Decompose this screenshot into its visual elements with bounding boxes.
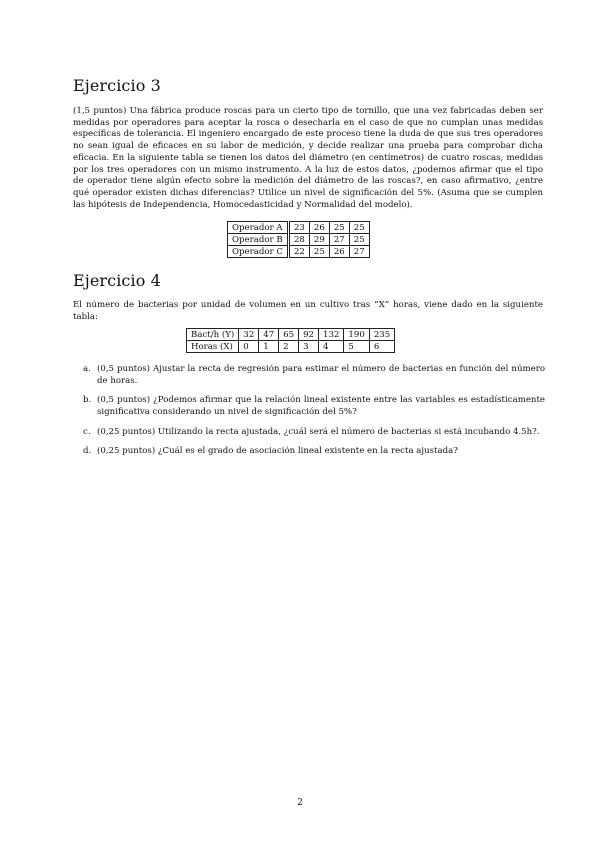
table-cell: 25 [349,222,369,234]
table-cell: 47 [259,329,279,341]
table-cell: 28 [288,234,309,246]
table-cell: 25 [349,234,369,246]
row-label: Operador A [228,222,289,234]
table-cell: 4 [319,341,344,353]
table-cell: 22 [288,246,309,258]
row-label: Horas (X) [187,341,239,353]
exercise-3-title: Ejercicio 3 [73,76,161,95]
table-cell: 3 [299,341,319,353]
exercise-3-statement: (1,5 puntos) Una fábrica produce roscas para un cierto tipo de tornillo, que una vez fabricadas deben ser medidas por operadores para aceptar la rosca o desecharla en el caso de que no cumplan unas medidas específicas de tolerancia. El ingeniero encargado de este proceso tiene la duda de que sus tres operadores no sean igual de eficaces en su labor de medición, y decide realizar una prueba para comprobar dicha eficacia. En la siguiente tabla se tienen los datos del diámetro (en centímetros) de cuatro roscas, medidas por los tres operadores con un mismo instrumento. A la luz de estos datos, ¿podemos afirmar que el tipo de operador tiene algún efecto sobre la medición del diámetro de las roscas?, en caso afirmativo, ¿entre qué operador existen dichas diferencias? Utilice un nivel de significación del 5%. (Asuma que se cumplen las hipótesis de Independencia, Homocedasticidad y Normalidad del modelo). [73,106,543,210]
table-cell: 6 [369,341,394,353]
list-item [83,364,545,387]
table-cell: 0 [239,341,259,353]
table-cell: 65 [279,329,299,341]
item-marker: a. [83,364,91,374]
exercise-4-intro: El número de bacterias por unidad de volumen en un cultivo tras “X” horas, viene dado en la siguiente tabla: [73,300,543,322]
page-number: 2 [297,798,303,808]
table-cell: 26 [329,246,349,258]
item-text: (0,5 puntos) ¿Podemos afirmar que la relación lineal existente entre las variables es estadísticamente significativa considerando un nivel de significación del 5%? [97,395,545,417]
table-cell: 25 [309,246,329,258]
table-cell: 32 [239,329,259,341]
list-item [83,427,545,439]
table-cell: 29 [309,234,329,246]
table-cell: 5 [344,341,369,353]
operator-measurements-table [227,221,370,258]
table-row [187,329,395,341]
table-row [228,234,370,246]
table-row [228,246,370,258]
table-cell: 27 [349,246,369,258]
table-row [228,222,370,234]
table-cell: 27 [329,234,349,246]
table-cell: 190 [344,329,369,341]
list-item [83,395,545,418]
table-row [187,341,395,353]
item-text: (0,25 puntos) Utilizando la recta ajustada, ¿cuál será el número de bacterias si está incubando 4.5h?. [97,427,540,437]
table-cell: 25 [329,222,349,234]
row-label: Operador B [228,234,289,246]
item-marker: c. [83,427,91,437]
row-label: Bact/h (Y) [187,329,239,341]
row-label: Operador C [228,246,289,258]
item-text: (0,25 puntos) ¿Cuál es el grado de asociación lineal existente en la recta ajustada? [97,446,458,456]
list-item [83,446,545,458]
table-cell: 23 [288,222,309,234]
item-marker: d. [83,446,92,456]
table-cell: 132 [319,329,344,341]
table-cell: 1 [259,341,279,353]
bacteria-hours-table [186,328,395,353]
item-text: (0,5 puntos) Ajustar la recta de regresión para estimar el número de bacterias en función del número de horas. [97,364,545,386]
table-cell: 2 [279,341,299,353]
table-cell: 235 [369,329,394,341]
table-cell: 92 [299,329,319,341]
exercise-4-title: Ejercicio 4 [73,271,161,290]
table-cell: 26 [309,222,329,234]
item-marker: b. [83,395,92,405]
